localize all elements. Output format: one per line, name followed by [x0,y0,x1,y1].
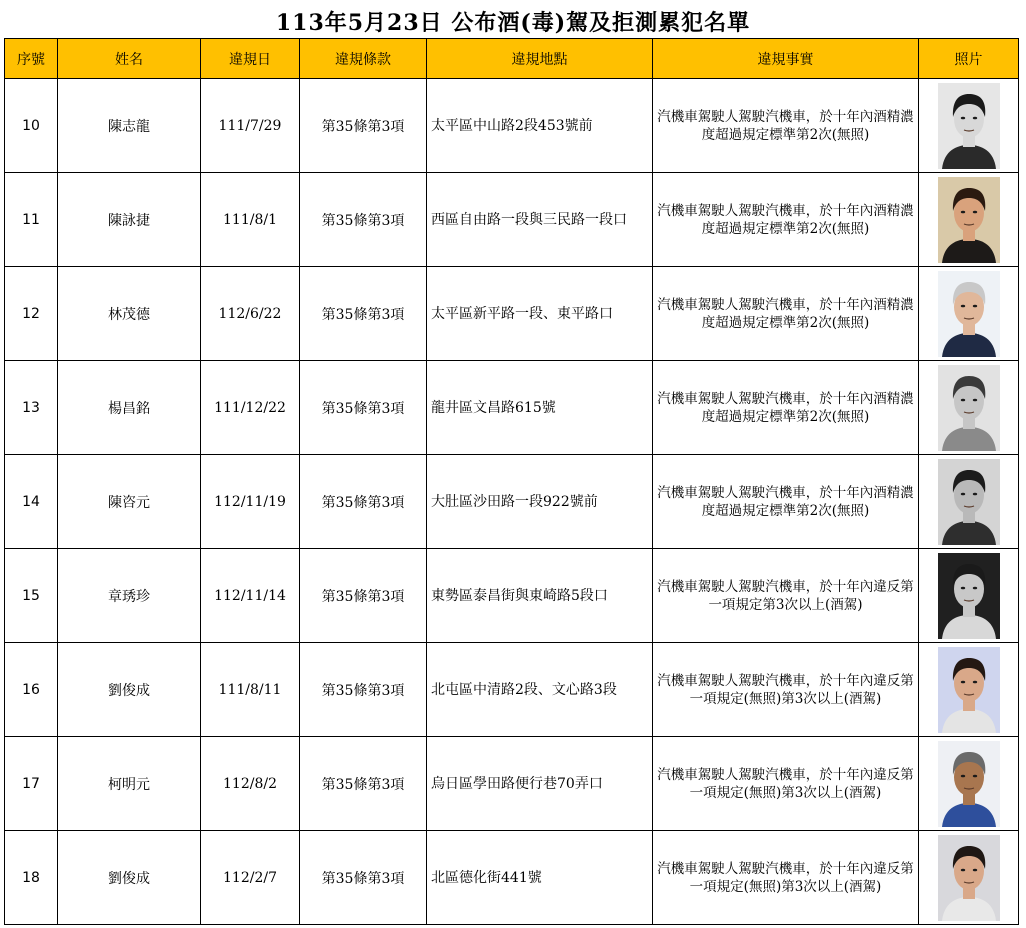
cell-location: 龍井區文昌路615號 [427,361,653,455]
cell-clause: 第35條第3項 [300,643,427,737]
portrait-photo [938,83,1000,169]
cell-clause: 第35條第3項 [300,831,427,925]
cell-date: 111/12/22 [201,361,300,455]
cell-photo [919,455,1019,549]
cell-number: 17 [5,737,58,831]
cell-number: 14 [5,455,58,549]
table-row [5,549,1019,643]
cell-fact: 汽機車駕駛人駕駛汽機車，於十年內酒精濃度超過規定標準第2次(無照) [653,79,919,173]
cell-location: 北區德化街441號 [427,831,653,925]
cell-clause: 第35條第3項 [300,737,427,831]
cell-number: 11 [5,173,58,267]
cell-date: 111/8/1 [201,173,300,267]
cell-name: 劉俊成 [58,643,201,737]
cell-date: 111/7/29 [201,79,300,173]
cell-location: 西區自由路一段與三民路一段口 [427,173,653,267]
column-header-fact: 違規事實 [653,39,919,79]
cell-date: 112/8/2 [201,737,300,831]
cell-fact: 汽機車駕駛人駕駛汽機車，於十年內違反第一項規定第3次以上(酒駕) [653,549,919,643]
cell-date: 112/11/14 [201,549,300,643]
cell-fact: 汽機車駕駛人駕駛汽機車，於十年內酒精濃度超過規定標準第2次(無照) [653,361,919,455]
table-row [5,737,1019,831]
offender-table [4,38,1019,925]
cell-fact: 汽機車駕駛人駕駛汽機車，於十年內違反第一項規定(無照)第3次以上(酒駕) [653,737,919,831]
portrait-photo [938,741,1000,827]
portrait-photo [938,271,1000,357]
portrait-photo [938,647,1000,733]
cell-fact: 汽機車駕駛人駕駛汽機車，於十年內酒精濃度超過規定標準第2次(無照) [653,455,919,549]
column-header-photo: 照片 [919,39,1019,79]
cell-number: 12 [5,267,58,361]
portrait-photo [938,553,1000,639]
cell-number: 10 [5,79,58,173]
cell-photo [919,643,1019,737]
cell-name: 章琇珍 [58,549,201,643]
cell-number: 18 [5,831,58,925]
cell-photo [919,361,1019,455]
cell-clause: 第35條第3項 [300,361,427,455]
cell-clause: 第35條第3項 [300,79,427,173]
table-row [5,831,1019,925]
cell-fact: 汽機車駕駛人駕駛汽機車，於十年內酒精濃度超過規定標準第2次(無照) [653,173,919,267]
cell-location: 烏日區學田路便行巷70弄口 [427,737,653,831]
column-header-name: 姓名 [58,39,201,79]
cell-name: 陳咨元 [58,455,201,549]
cell-clause: 第35條第3項 [300,549,427,643]
cell-number: 15 [5,549,58,643]
cell-location: 太平區新平路一段、東平路口 [427,267,653,361]
cell-fact: 汽機車駕駛人駕駛汽機車，於十年內酒精濃度超過規定標準第2次(無照) [653,267,919,361]
cell-location: 東勢區泰昌街與東崎路5段口 [427,549,653,643]
cell-clause: 第35條第3項 [300,173,427,267]
table-row [5,455,1019,549]
cell-location: 太平區中山路2段453號前 [427,79,653,173]
table-header-row [5,39,1019,79]
table-row [5,267,1019,361]
cell-date: 112/6/22 [201,267,300,361]
portrait-photo [938,365,1000,451]
cell-date: 111/8/11 [201,643,300,737]
portrait-photo [938,459,1000,545]
column-header-date: 違規日 [201,39,300,79]
cell-fact: 汽機車駕駛人駕駛汽機車，於十年內違反第一項規定(無照)第3次以上(酒駕) [653,831,919,925]
table-row [5,79,1019,173]
cell-name: 楊昌銘 [58,361,201,455]
cell-name: 劉俊成 [58,831,201,925]
cell-photo [919,173,1019,267]
cell-fact: 汽機車駕駛人駕駛汽機車，於十年內違反第一項規定(無照)第3次以上(酒駕) [653,643,919,737]
cell-photo [919,79,1019,173]
portrait-photo [938,835,1000,921]
cell-date: 112/11/19 [201,455,300,549]
portrait-photo [938,177,1000,263]
cell-photo [919,831,1019,925]
cell-name: 柯明元 [58,737,201,831]
cell-clause: 第35條第3項 [300,455,427,549]
column-header-clause: 違規條款 [300,39,427,79]
cell-name: 陳詠捷 [58,173,201,267]
table-row [5,361,1019,455]
column-header-no: 序號 [5,39,58,79]
table-row [5,643,1019,737]
cell-clause: 第35條第3項 [300,267,427,361]
cell-photo [919,267,1019,361]
cell-location: 大肚區沙田路一段922號前 [427,455,653,549]
cell-name: 林茂德 [58,267,201,361]
cell-number: 16 [5,643,58,737]
cell-photo [919,737,1019,831]
page-title: 113年5月23日 公布酒(毒)駕及拒測累犯名單 [275,10,751,36]
cell-photo [919,549,1019,643]
cell-location: 北屯區中清路2段、文心路3段 [427,643,653,737]
table-row [5,173,1019,267]
cell-date: 112/2/7 [201,831,300,925]
column-header-location: 違規地點 [427,39,653,79]
cell-number: 13 [5,361,58,455]
cell-name: 陳志龍 [58,79,201,173]
